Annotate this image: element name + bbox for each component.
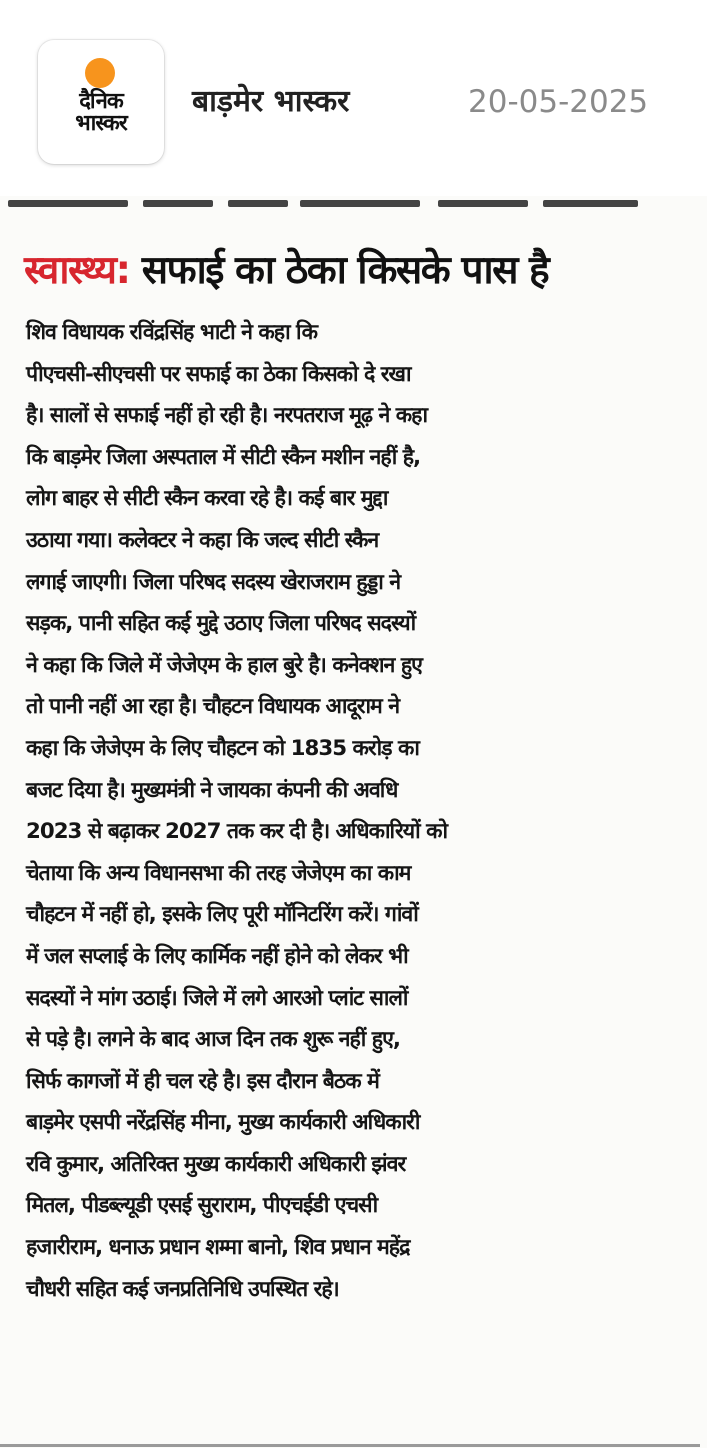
article-body-line: तो पानी नहीं आ रहा है। चौहटन विधायक आदूराम ने [26, 694, 400, 720]
article-body-line: सड़क, पानी सहित कई मुद्दे उठाए जिला परिषद सदस्यों [26, 611, 416, 637]
article-body-line: बाड़मेर एसपी नरेंद्रसिंह मीना, मुख्य कार्यकारी अधिकारी [26, 1110, 420, 1136]
article-body-line: मितल, पीडब्ल्यूडी एसई सुराराम, पीएचईडी एचसी [26, 1193, 378, 1219]
article-body-line: कहा कि जेजेएम के लिए चौहटन को 1835 करोड़ का [26, 735, 419, 761]
article-body-line: उठाया गया। कलेक्टर ने कहा कि जल्द सीटी स्कैन [26, 527, 379, 553]
article-headline [24, 246, 664, 296]
article-body-line: ने कहा कि जिले में जेजेएम के हाल बुरे है। कनेक्शन हुए [26, 652, 422, 678]
logo-word-bhaskar: भास्कर [75, 111, 127, 136]
article-body-line: 2023 से बढ़ाकर 2027 तक कर दी है। अधिकारियों को [26, 819, 448, 845]
headline-category-tag: स्वास्थ्य: [24, 248, 130, 293]
article-body-line: लगाई जाएगी। जिला परिषद सदस्य खेराजराम हुड्डा ने [26, 569, 401, 595]
headline-title: सफाई का ठेका किसके पास है [141, 248, 549, 293]
article-body [26, 312, 686, 1310]
sun-icon [85, 58, 115, 88]
article-body-line: लोग बाहर से सीटी स्कैन करवा रहे है। कई बार मुद्दा [26, 486, 388, 512]
article-body-line: रवि कुमार, अतिरिक्त मुख्य कार्यकारी अधिकारी झंवर [26, 1151, 406, 1177]
cut-off-previous-line [8, 200, 668, 210]
edition-name: बाड़मेर भास्कर [192, 84, 350, 119]
article-body-line: चौहटन में नहीं हो, इसके लिए पूरी मॉनिटरिंग करें। गांवों [26, 902, 418, 928]
bottom-divider [0, 1444, 700, 1447]
article-body-line: शिव विधायक रविंद्रसिंह भाटी ने कहा कि [26, 320, 317, 345]
newspaper-clipping [0, 196, 707, 1448]
article-body-line: में जल सप्लाई के लिए कार्मिक नहीं होने को लेकर भी [26, 943, 408, 969]
article-body-line: से पड़े है। लगने के बाद आज दिन तक शुरू नहीं हुए, [26, 1027, 401, 1053]
edition-date: 20-05-2025 [468, 84, 649, 120]
dainik-bhaskar-logo[interactable] [38, 40, 164, 164]
article-body-line: सिर्फ कागजों में ही चल रहे है। इस दौरान बैठक में [26, 1068, 379, 1094]
article-body-line: पीएचसी-सीएचसी पर सफाई का ठेका किसको दे रखा [26, 361, 411, 387]
article-body-line: है। सालों से सफाई नहीं हो रही है। नरपतराज मूढ़ ने कहा [26, 403, 428, 429]
article-body-line: चेताया कि अन्य विधानसभा की तरह जेजेएम का काम [26, 860, 411, 886]
article-body-line: बजट दिया है। मुख्यमंत्री ने जायका कंपनी की अवधि [26, 777, 398, 803]
article-body-line: चौधरी सहित कई जनप्रतिनिधि उपस्थित रहे। [26, 1276, 339, 1302]
article-body-line: सदस्यों ने मांग उठाई। जिले में लगे आरओ प्लांट सालों [26, 985, 408, 1011]
article-body-line: हजारीराम, धनाऊ प्रधान शम्मा बानो, शिव प्रधान महेंद्र [26, 1235, 410, 1261]
article-body-line: कि बाड़मेर जिला अस्पताल में सीटी स्कैन मशीन नहीं है, [26, 444, 421, 470]
logo-word-dainik: दैनिक [79, 89, 123, 114]
header [0, 0, 707, 200]
